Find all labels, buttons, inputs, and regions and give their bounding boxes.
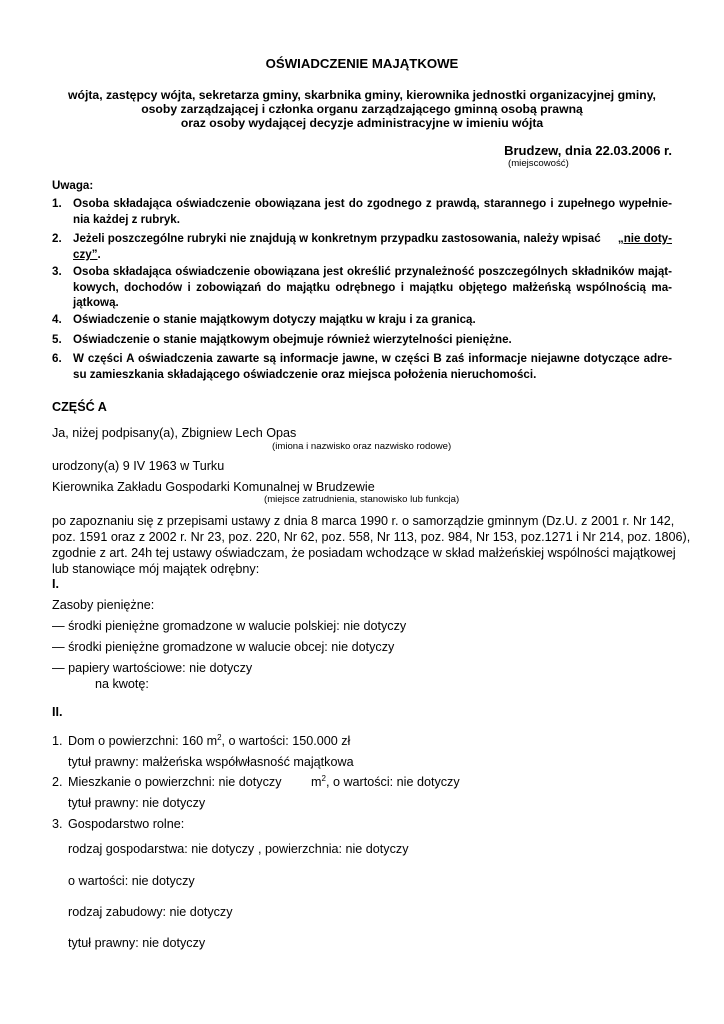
not-applicable-phrase-end: czy”	[73, 247, 98, 261]
house-value: , o wartości: 150.000 zł	[221, 734, 351, 748]
cash-foreign-item: — środki pieniężne gromadzone w walucie obcej: nie dotyczy	[52, 640, 395, 654]
house-title: tytuł prawny: małżeńska współwłasność majątkowa	[68, 755, 354, 769]
statement-line: lub stanowiące mój majątek odrębny:	[52, 562, 260, 576]
part-a-heading: CZĘŚĆ A	[52, 400, 107, 414]
subtitle-line-2: osoby zarządzającej i członka organu zarządzającego gminną osobą prawną	[141, 102, 583, 116]
farm-value: o wartości: nie dotyczy	[68, 874, 195, 888]
section-2-heading: II.	[52, 705, 63, 719]
farm-number: 3.	[52, 817, 63, 831]
note-number: 1.	[52, 197, 62, 210]
note-line: su zamieszkania składającego oświadczenie oraz miejsca położenia nieruchomości.	[73, 367, 537, 381]
note-line: kowych, dochodów i zobowiązań do majątku odrębnego i majątku objętego małżeńską wspólnością ma-	[73, 280, 672, 294]
flat-line	[311, 775, 460, 789]
place-caption: (miejscowość)	[508, 158, 569, 169]
note-number: 4.	[52, 313, 62, 326]
note-line: Oświadczenie o stanie majątkowym dotyczy majątku w kraju i za granicą.	[73, 313, 476, 326]
note-6	[52, 351, 672, 382]
flat-area: Mieszkanie o powierzchni: nie dotyczy	[68, 775, 282, 789]
securities-item: — papiery wartościowe: nie dotyczy	[52, 661, 253, 675]
cash-resources-label: Zasoby pieniężne:	[52, 598, 155, 612]
farm-area: , powierzchnia: nie dotyczy	[258, 842, 409, 856]
farm-type: rodzaj gospodarstwa: nie dotyczy	[68, 842, 255, 856]
note-number: 6.	[52, 352, 62, 365]
note-number: 5.	[52, 333, 62, 346]
securities-amount: na kwotę:	[95, 677, 149, 691]
statement-line: po zapoznaniu się z przepisami ustawy z dnia 8 marca 1990 r. o samorządzie gminnym (Dz.U. z 2001 r. Nr 142,	[52, 514, 675, 528]
section-1-heading: I.	[52, 577, 59, 591]
farm-title: tytuł prawny: nie dotyczy	[68, 936, 206, 950]
statement-line: zgodnie z art. 24h tej ustawy oświadczam, że posiadam wchodzące w skład małżeńskiej wspólności majątkowej	[52, 546, 676, 560]
house-line	[68, 734, 350, 748]
birth-line: urodzony(a) 9 IV 1963 w Turku	[52, 459, 225, 473]
document-title: OŚWIADCZENIE MAJĄTKOWE	[265, 56, 459, 71]
note-line-end: .	[97, 247, 101, 261]
not-applicable-phrase: „nie doty-	[617, 232, 672, 245]
flat-number: 2.	[52, 775, 63, 789]
statement-paragraph	[52, 513, 691, 577]
flat-area-exponent: 2	[321, 773, 326, 783]
farm-buildings: rodzaj zabudowy: nie dotyczy	[68, 905, 233, 919]
flat-unit: m	[311, 775, 322, 789]
note-number: 3.	[52, 265, 62, 278]
note-line: Osoba składająca oświadczenie obowiązana jest określić przynależność poszczególnych składników mająt-	[73, 265, 672, 278]
note-line: W części A oświadczenia zawarte są informacje jawne, w części B zaś informacje niejawne dotyczące adre-	[73, 352, 672, 365]
subtitle-line-1: wójta, zastępcy wójta, sekretarza gminy, skarbnika gminy, kierownika jednostki organizacyjnej gminy,	[68, 88, 656, 102]
flat-value: , o wartości: nie dotyczy	[325, 775, 460, 789]
statement-line: poz. 1591 oraz z 2002 r. Nr 23, poz. 220, Nr 62, poz. 558, Nr 113, poz. 984, Nr 153, poz.1271 i Nr 214, poz. 1806),	[52, 530, 691, 544]
note-number: 2.	[52, 232, 62, 245]
note-1	[52, 196, 672, 227]
house-area-exponent: 2	[217, 732, 222, 742]
declarant-caption: (imiona i nazwisko oraz nazwisko rodowe)	[272, 441, 452, 452]
flat-title: tytuł prawny: nie dotyczy	[68, 796, 206, 810]
note-line: Oświadczenie o stanie majątkowym obejmuje również wierzytelności pieniężne.	[73, 333, 512, 346]
subtitle-line-3: oraz osoby wydającej decyzje administracyjne w imieniu wójta	[180, 116, 544, 130]
note-4	[52, 312, 672, 328]
notes-heading: Uwaga:	[52, 179, 94, 192]
farm-label: Gospodarstwo rolne:	[68, 817, 185, 831]
declarant-line: Ja, niżej podpisany(a), Zbigniew Lech Opas	[52, 426, 297, 440]
note-line: jątkową.	[73, 296, 119, 310]
place-date: Brudzew, dnia 22.03.2006 r.	[504, 143, 672, 158]
employment-caption: (miejsce zatrudnienia, stanowisko lub funkcja)	[264, 494, 460, 505]
note-2	[52, 231, 672, 262]
employment-line: Kierownika Zakładu Gospodarki Komunalnej w Brudzewie	[52, 480, 375, 494]
cash-pln-item: — środki pieniężne gromadzone w walucie polskiej: nie dotyczy	[52, 619, 407, 633]
note-line: nia każdej z rubryk.	[73, 212, 180, 226]
note-3	[52, 264, 672, 311]
note-5	[52, 332, 672, 348]
note-line: Jeżeli poszczególne rubryki nie znajdują w konkretnym przypadku zastosowania, należy wpisać	[73, 232, 601, 245]
note-line: Osoba składająca oświadczenie obowiązana jest do zgodnego z prawdą, starannego i zupełnego wypełnie-	[73, 197, 672, 210]
house-number: 1.	[52, 734, 63, 748]
house-area: Dom o powierzchni: 160 m	[68, 734, 218, 748]
